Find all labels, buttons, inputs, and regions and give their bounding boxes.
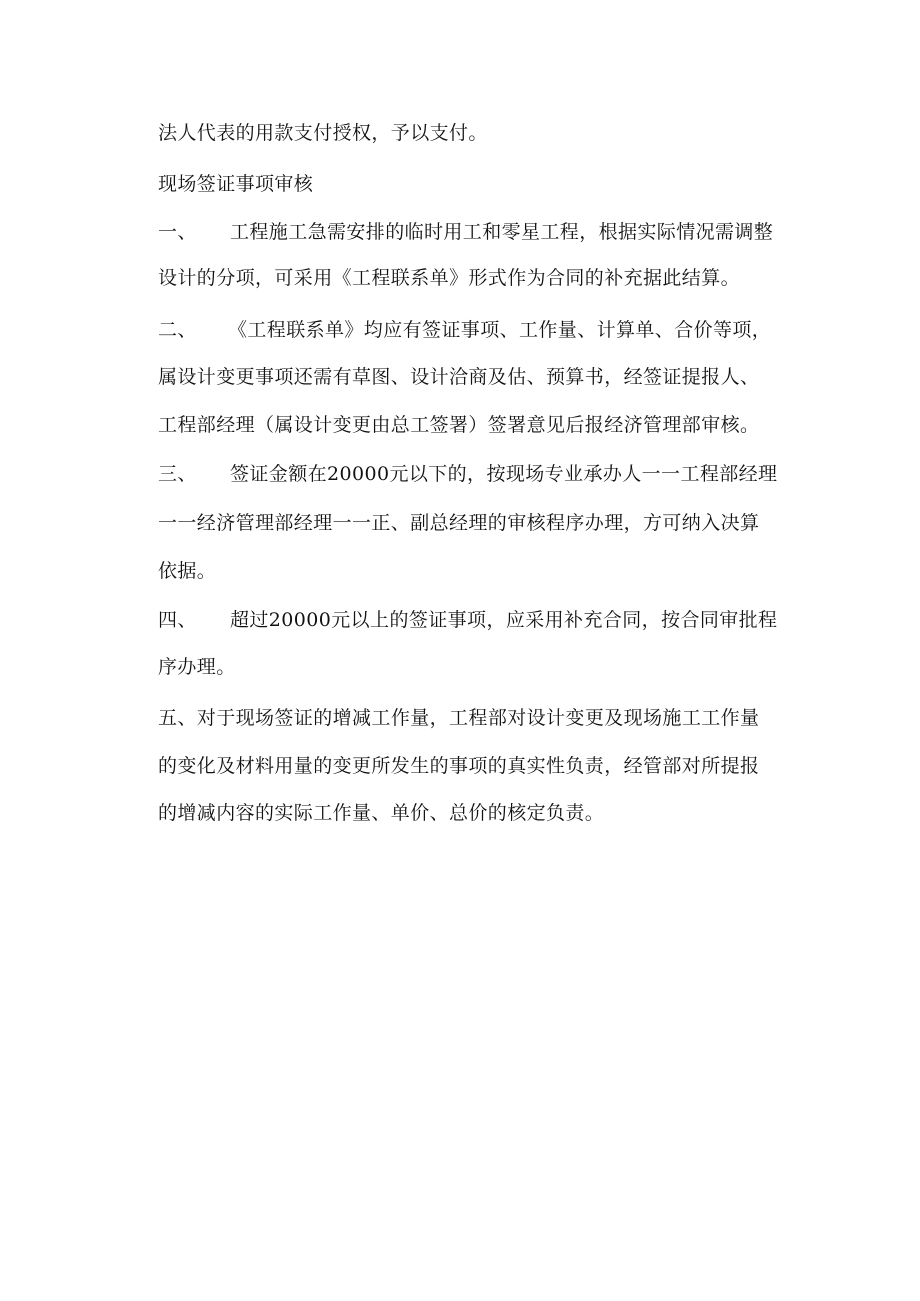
item-2-line-3: 工程部经理（属设计变更由总工签署）签署意见后报经济管理部审核。 xyxy=(158,414,760,436)
item-3-line-3: 依据。 xyxy=(158,560,217,582)
item-1-number: 一、 xyxy=(158,221,197,243)
item-2-first-line xyxy=(158,318,771,342)
item-5-number: 五、 xyxy=(158,707,197,729)
item-3-line-2: 一一经济管理部经理一一正、副总经理的审核程序办理，方可纳入决算 xyxy=(158,512,760,534)
item-2-line-2: 属设计变更事项还需有草图、设计洽商及估、预算书，经签证提报人、 xyxy=(158,366,760,388)
item-3-line-1: 签证金额在20000元以下的，按现场专业承办人一一工程部经理 xyxy=(230,463,778,485)
item-5-line-3: 的增减内容的实际工作量、单价、总价的核定负责。 xyxy=(158,802,605,824)
item-4-number: 四、 xyxy=(158,609,197,631)
item-1-line-1: 工程施工急需安排的临时用工和零星工程，根据实际情况需调整 xyxy=(230,221,774,243)
item-1-first-line xyxy=(158,220,773,244)
item-4-line-1: 超过20000元以上的签证事项，应采用补充合同，按合同审批程 xyxy=(230,609,778,631)
item-4-first-line xyxy=(158,608,777,632)
item-3-first-line xyxy=(158,462,777,486)
intro-line: 法人代表的用款支付授权，予以支付。 xyxy=(158,122,488,144)
item-5-line-2: 的变化及材料用量的变更所发生的事项的真实性负责，经管部对所提报 xyxy=(158,755,760,777)
item-2-line-1: 《工程联系单》均应有签证事项、工作量、计算单、合价等项， xyxy=(228,319,772,341)
item-2-number: 二、 xyxy=(158,319,197,341)
item-4-line-2: 序办理。 xyxy=(158,656,236,678)
item-5-line-1: 对于现场签证的增减工作量，工程部对设计变更及现场施工工作量 xyxy=(196,707,760,729)
item-3-number: 三、 xyxy=(158,463,197,485)
item-5-first-line xyxy=(158,706,759,730)
section-title: 现场签证事项审核 xyxy=(158,173,314,195)
item-1-line-2: 设计的分项，可采用《工程联系单》形式作为合同的补充据此结算。 xyxy=(158,267,741,289)
